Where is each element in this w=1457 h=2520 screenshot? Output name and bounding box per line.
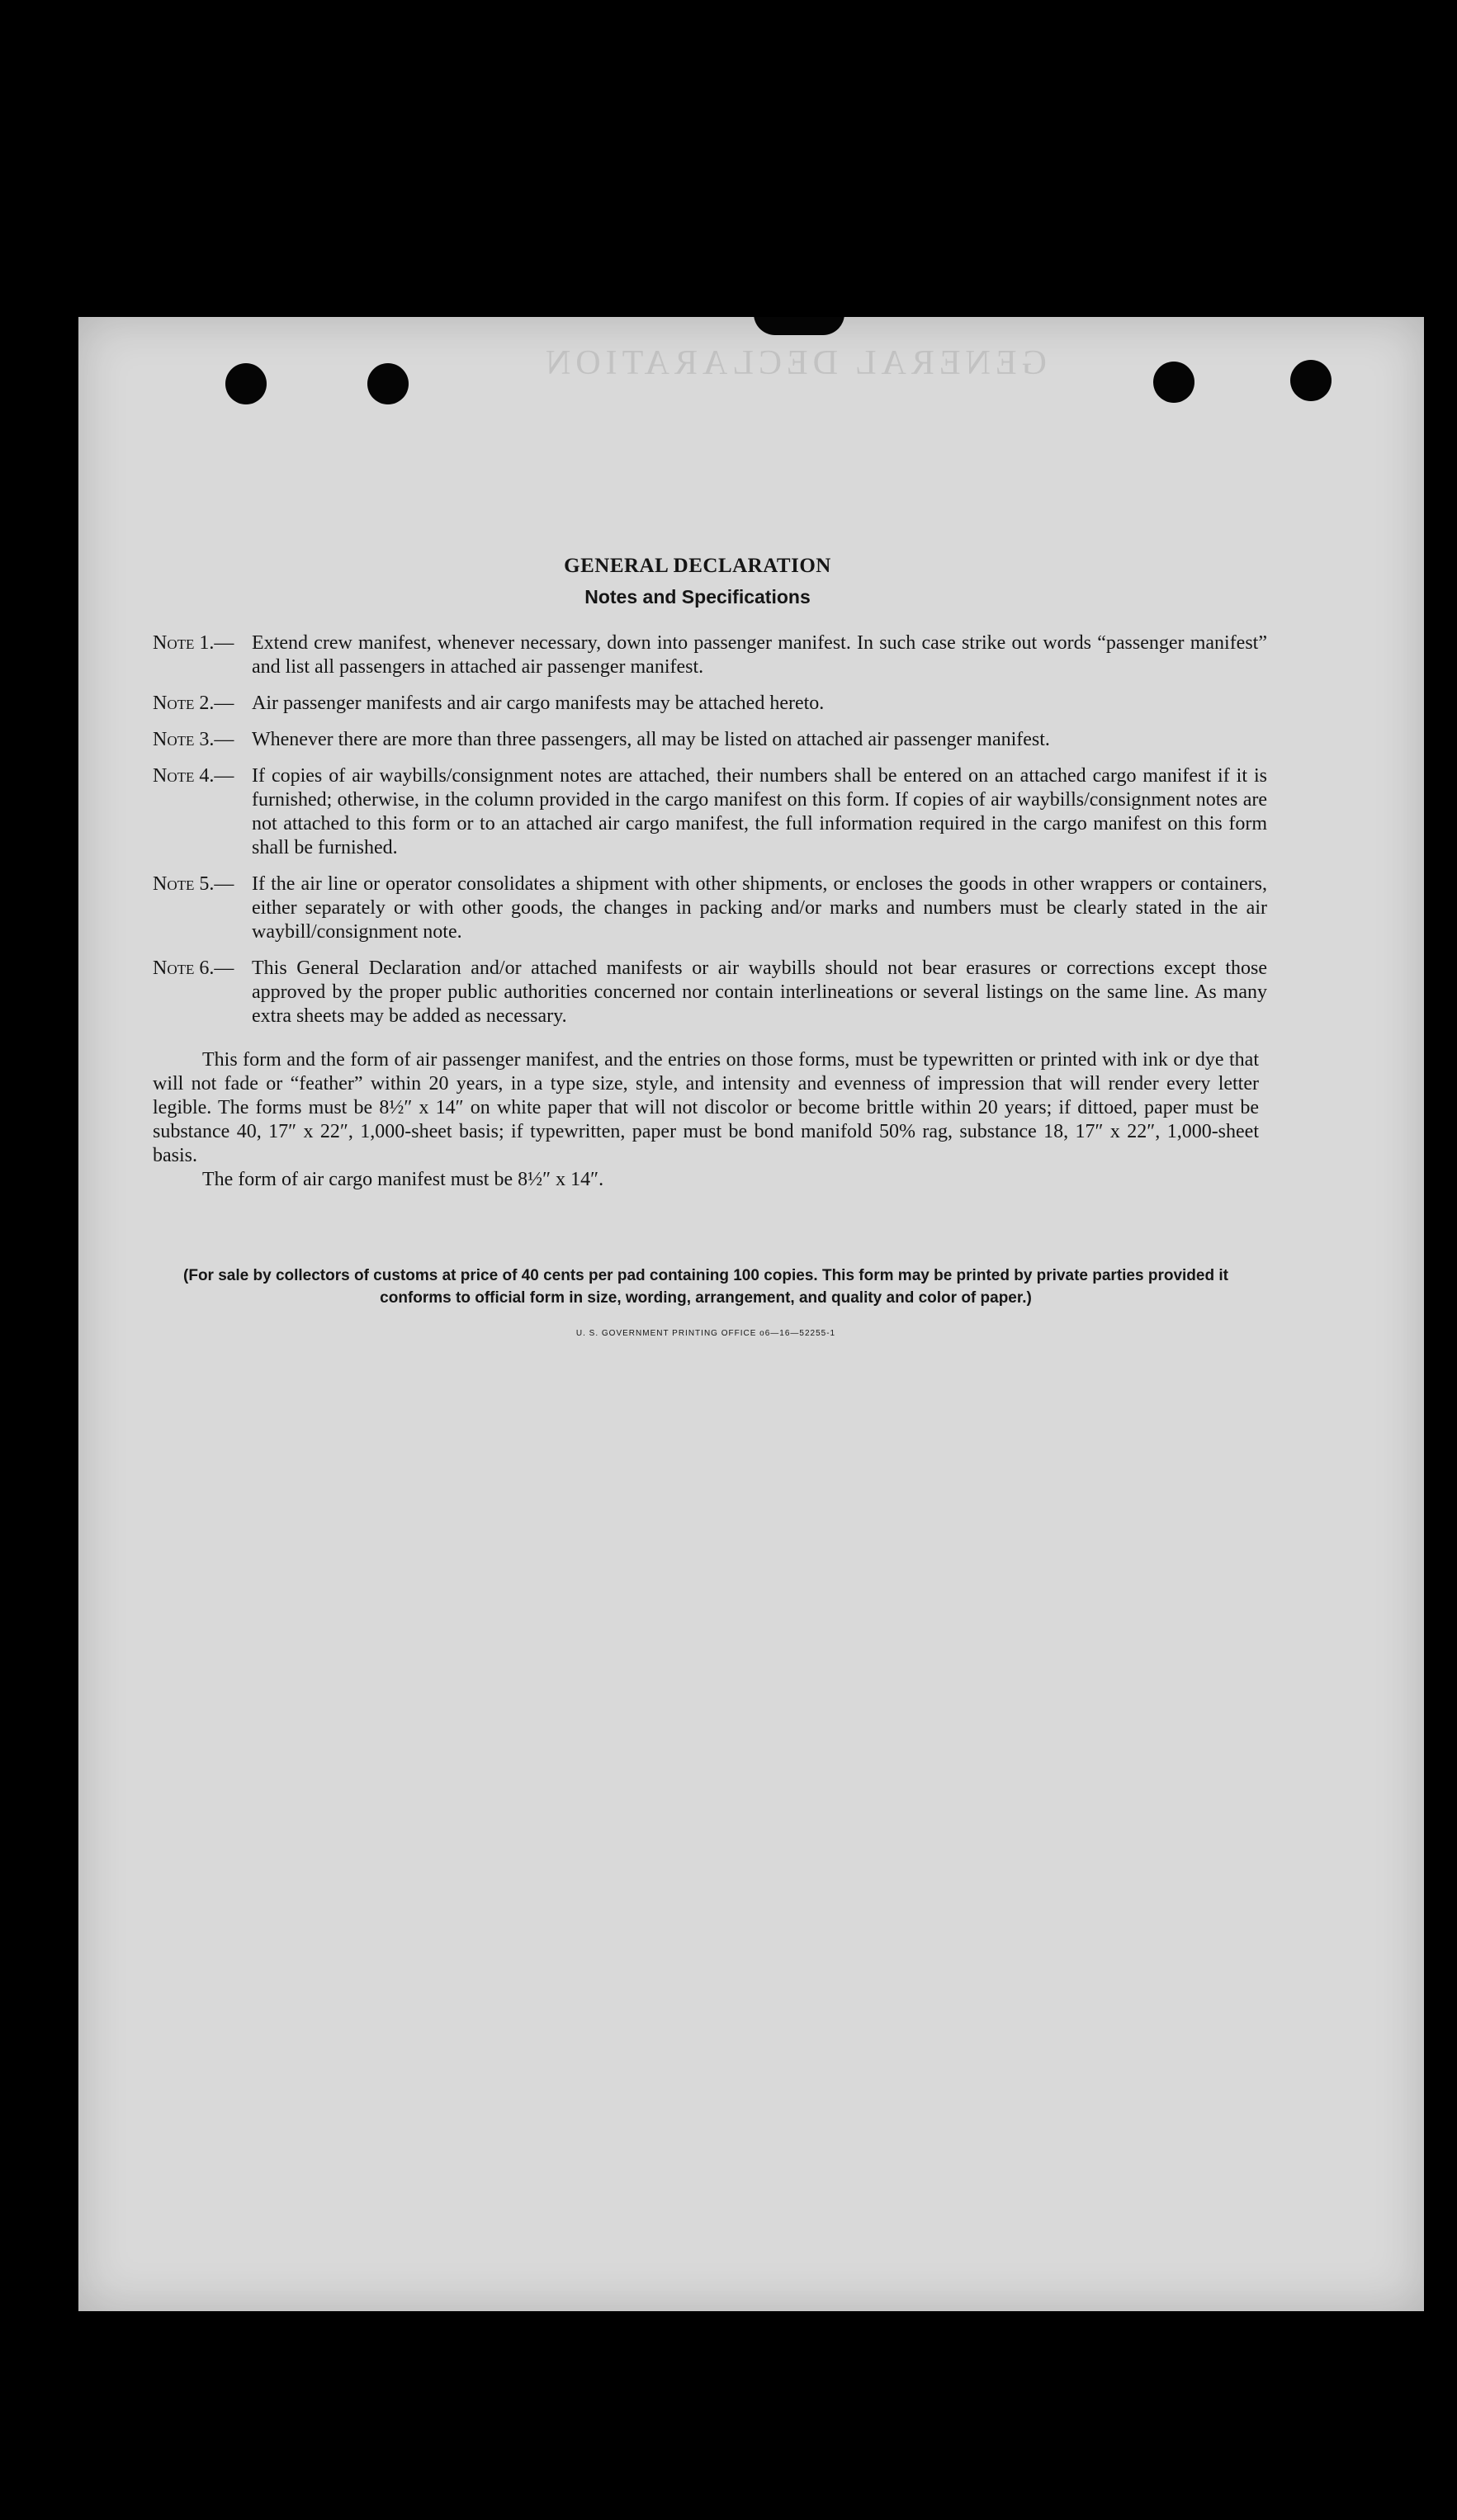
note-6 — [153, 957, 1267, 1028]
note-2 — [153, 692, 1267, 716]
note-label: Note 5.— — [153, 873, 234, 895]
notes-list — [153, 631, 1267, 1028]
note-1 — [153, 631, 1267, 679]
show-through-heading: GENERAL DECLARATION — [541, 344, 1047, 382]
note-text: Extend crew manifest, whenever necessary, down into passenger manifest. In such case strike out words “passenger manifest” and list all passengers in attached air passenger manifest. — [252, 632, 1267, 678]
printer-imprint: U. S. GOVERNMENT PRINTING OFFICE o6—16—52255-1 — [575, 1329, 836, 1338]
note-label: Note 6.— — [153, 957, 234, 979]
note-text: Air passenger manifests and air cargo manifests may be attached hereto. — [252, 693, 825, 714]
note-5 — [153, 872, 1267, 944]
note-label: Note 4.— — [153, 765, 234, 787]
page-subtitle: Notes and Specifications — [584, 586, 811, 608]
form-specification-paragraph: This form and the form of air passenger manifest, and the entries on those forms, must be typewritten or printed with ink or dye that will not fade or “feather” within 20 years, in a type size, style, and intensity and evenness of impression that will render every letter legible. The forms must be 8½″ x 14″ on white paper that will not discolor or become brittle within 20 years; if dittoed, paper must be substance 40, 17″ x 22″, 1,000-sheet basis; if typewritten, paper must be bond manifold 50% rag, substance 18, 17″ x 22″, 1,000-sheet basis. — [153, 1049, 1259, 1166]
note-label: Note 2.— — [153, 693, 234, 714]
punch-hole-left-1 — [225, 363, 267, 404]
punch-hole-left-2 — [367, 363, 409, 404]
punch-hole-right-1 — [1153, 362, 1194, 403]
sale-notice: (For sale by collectors of customs at price of 40 cents per pad containing 100 copies. This form may be printed by private parties provided it conforms to official form in size, wording, arrangement, and quality and color of paper.) — [183, 1267, 1228, 1307]
note-3 — [153, 728, 1267, 752]
notes-content — [153, 555, 1267, 1338]
note-label: Note 1.— — [153, 632, 234, 654]
note-text: If the air line or operator consolidates a shipment with other shipments, or encloses the goods in other wrappers or containers, either separately or with other goods, the changes in packing and/or marks and numbers must be clearly stated in the air waybill/consignment note. — [252, 873, 1267, 943]
document-page — [78, 317, 1424, 2311]
torn-edge — [754, 317, 844, 335]
note-text: Whenever there are more than three passengers, all may be listed on attached air passenger manifest. — [252, 729, 1050, 750]
punch-hole-right-2 — [1290, 360, 1332, 401]
note-text: This General Declaration and/or attached manifests or air waybills should not bear erasures or corrections except those approved by the proper public authorities concerned nor contain interlineations or several listings on the same line. As many extra sheets may be added as necessary. — [252, 957, 1267, 1027]
note-4 — [153, 764, 1267, 860]
note-label: Note 3.— — [153, 729, 234, 750]
note-text: If copies of air waybills/consignment notes are attached, their numbers shall be entered on an attached cargo manifest if it is furnished; otherwise, in the column provided in the cargo manifest on this form. If copies of air waybills/consignment notes are not attached to this form or to an attached air cargo manifest, the full information required in the cargo manifest on this form shall be furnished. — [252, 765, 1267, 858]
cargo-manifest-size: The form of air cargo manifest must be 8½″ x 14″. — [202, 1169, 604, 1190]
page-title: GENERAL DECLARATION — [564, 555, 831, 577]
